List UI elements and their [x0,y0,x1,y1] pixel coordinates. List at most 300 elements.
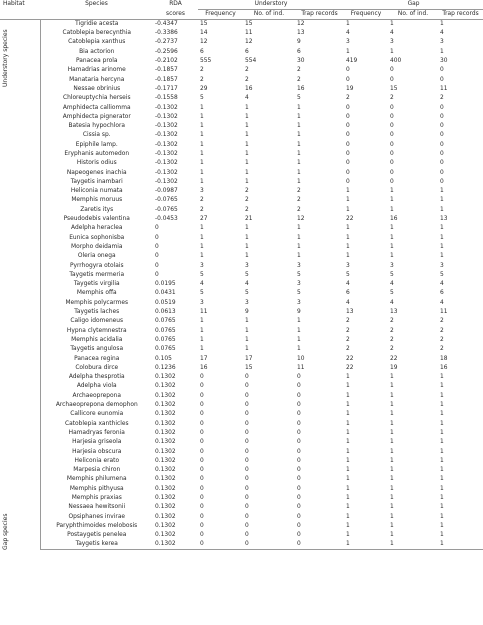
gap-frequency-cell: 1 [346,485,350,492]
rda-score-cell: -0.1302 [155,169,178,176]
species-name-cell: Zaretis itys [80,206,114,213]
rda-score-cell: -0.4347 [155,21,178,27]
gap-frequency-cell: 0 [346,104,350,111]
understory-no-ind-cell: 3 [245,299,249,306]
gap-no-ind-cell: 1 [390,234,394,241]
gap-no-ind-cell: 2 [390,95,394,102]
understory-frequency-cell: 1 [200,113,204,120]
gap-frequency-cell: 22 [346,364,354,371]
table-row [0,475,483,484]
species-name-cell: Tigridie acesta [75,21,119,27]
header-rda-line2: scores [153,10,198,20]
gap-trap-records-cell: 0 [440,151,444,157]
table-row [0,522,483,531]
gap-no-ind-cell: 1 [390,243,394,250]
rda-score-cell: -0.0453 [155,216,178,223]
understory-no-ind-cell: 0 [245,504,249,511]
understory-no-ind-cell: 0 [245,383,249,390]
gap-trap-records-cell: 1 [440,513,444,520]
understory-frequency-cell: 0 [200,420,204,427]
rda-score-cell: 0.1302 [155,374,176,381]
species-name-cell: Historis odius [76,160,117,167]
understory-trap-records-cell: 1 [297,123,301,130]
gap-frequency-cell: 4 [346,281,350,288]
understory-trap-records-cell: 1 [297,318,301,325]
species-name-cell: Panacea regina [74,355,120,362]
rda-score-cell: 0.1302 [155,522,176,529]
rda-score-cell: -0.2102 [155,58,178,65]
understory-no-ind-cell: 0 [245,467,249,474]
understory-no-ind-cell: 16 [245,85,253,92]
species-name-cell: Colobura dirce [75,364,119,371]
understory-no-ind-cell: 15 [245,364,253,371]
gap-no-ind-cell: 1 [390,485,394,492]
rda-score-cell: 0 [155,234,159,241]
header-habitat-spacer [0,10,40,20]
understory-frequency-cell: 0 [200,392,204,399]
understory-trap-records-cell: 2 [297,76,301,83]
species-name-cell: Amphidecta calliomma [62,104,131,111]
gap-trap-records-cell: 0 [440,141,444,148]
understory-frequency-cell: 0 [200,402,204,409]
understory-trap-records-cell: 3 [297,262,301,269]
habitat-label-gap: Gap species [2,513,9,550]
species-name-cell: Cissia sp. [82,132,111,139]
understory-frequency-cell: 0 [200,448,204,455]
gap-no-ind-cell: 5 [390,290,394,297]
header-understory-frequency: Frequency [198,10,243,20]
understory-trap-records-cell: 1 [297,225,301,232]
understory-trap-records-cell: 2 [297,67,301,74]
species-name-cell: Memphis offa [76,290,117,297]
rda-score-cell: 0.1302 [155,494,176,501]
table-row [0,187,483,196]
gap-trap-records-cell: 3 [440,262,444,269]
species-name-cell: Heliconia numata [70,188,123,195]
table-row [0,308,483,317]
gap-trap-records-cell: 30 [440,58,448,65]
understory-no-ind-cell: 6 [245,48,249,55]
table-row [0,447,483,456]
gap-trap-records-cell: 1 [440,420,444,427]
rda-score-cell: 0.1302 [153,540,198,550]
understory-no-ind-cell: 0 [245,457,249,464]
gap-trap-records-cell: 1 [440,411,444,418]
rda-score-cell: 0.0519 [155,299,176,306]
understory-trap-records-cell: 30 [297,58,305,65]
gap-no-ind-cell: 400 [390,58,402,65]
understory-frequency-cell: 1 [200,318,204,325]
species-name-cell: Memphis moruus [71,197,123,204]
understory-no-ind-cell: 0 [245,532,249,539]
understory-trap-records-cell: 5 [297,271,301,278]
gap-no-ind-cell: 2 [390,318,394,325]
gap-frequency-cell: 3 [346,262,350,269]
understory-trap-records-cell: 0 [297,411,301,418]
species-name-cell: Catoblepia berecynthia [62,30,132,37]
gap-no-ind-cell: 1 [390,420,394,427]
understory-no-ind-cell: 0 [245,448,249,455]
understory-frequency-cell: 2 [200,76,204,83]
understory-no-ind-cell: 0 [245,476,249,483]
understory-trap-records-cell: 0 [297,504,301,511]
understory-no-ind-cell: 2 [245,197,249,204]
gap-no-ind-cell: 0 [390,113,394,120]
gap-trap-records-cell: 1 [440,243,444,250]
gap-no-ind-cell: 1 [390,448,394,455]
table-row [0,48,483,57]
species-name-cell: Harjesia griseola [72,439,122,446]
species-name-cell: Epiphile lamp. [75,141,118,148]
table-row [0,401,483,410]
understory-trap-records-cell: 3 [297,299,301,306]
header-habitat: Habitat [3,1,25,7]
gap-trap-records-cell: 0 [440,132,444,139]
gap-no-ind-cell: 0 [390,141,394,148]
understory-trap-records-cell: 0 [297,448,301,455]
gap-frequency-cell: 1 [346,206,350,213]
understory-no-ind-cell: 2 [245,188,249,195]
species-name-cell: Manataria hercyna [69,76,125,83]
understory-trap-records-cell: 0 [297,439,301,446]
table-row [0,252,483,261]
gap-trap-records-cell: 0 [440,123,444,130]
understory-trap-records-cell: 9 [297,39,301,46]
understory-frequency-cell: 5 [200,271,204,278]
understory-trap-records-cell: 13 [297,30,305,37]
understory-frequency-cell: 1 [200,160,204,167]
gap-trap-records-cell: 3 [440,39,444,46]
table-row [0,122,483,131]
gap-trap-records-cell: 2 [440,336,444,343]
gap-no-ind-cell: 2 [390,346,394,353]
gap-frequency-cell: 2 [346,327,350,334]
table-row [0,113,483,122]
understory-no-ind-cell: 554 [245,58,257,65]
table-row [0,38,483,47]
understory-frequency-cell: 3 [200,188,204,195]
gap-no-ind-cell: 5 [390,271,394,278]
understory-no-ind-cell: 0 [245,420,249,427]
understory-frequency-cell: 0 [200,494,204,501]
gap-frequency-cell: 0 [346,132,350,139]
understory-frequency-cell: 1 [200,104,204,111]
rda-score-cell: 0 [155,271,159,278]
understory-no-ind-cell: 4 [245,95,249,102]
header-gap: Gap [344,0,483,10]
gap-no-ind-cell: 0 [390,76,394,83]
understory-frequency-cell: 1 [200,151,204,157]
gap-no-ind-cell: 1 [390,429,394,436]
table-row [0,410,483,419]
understory-trap-records-cell: 0 [297,420,301,427]
gap-no-ind-cell: 1 [390,383,394,390]
gap-frequency-cell: 2 [346,318,350,325]
table-row [0,540,483,550]
gap-no-ind-cell: 4 [390,299,394,306]
gap-trap-records-cell: 1 [440,392,444,399]
table-row [0,429,483,438]
understory-frequency-cell: 1 [200,243,204,250]
species-name-cell: Batesia hypochlora [68,123,126,130]
gap-trap-records-cell: 1 [440,402,444,409]
table-row [0,327,483,336]
gap-trap-records-cell: 6 [440,290,444,297]
gap-frequency-cell: 5 [346,271,350,278]
rda-score-cell: -0.3386 [155,30,178,37]
gap-trap-records-cell: 1 [440,206,444,213]
gap-frequency-cell: 1 [346,467,350,474]
table-row [0,317,483,326]
understory-trap-records-cell: 0 [295,540,344,550]
table-row [0,141,483,150]
understory-no-ind-cell: 1 [245,346,249,353]
table-row [0,392,483,401]
gap-no-ind-cell: 1 [390,188,394,195]
gap-no-ind-cell: 0 [390,123,394,130]
understory-trap-records-cell: 3 [297,281,301,288]
gap-frequency-cell: 1 [346,513,350,520]
rda-score-cell: 0.0195 [155,281,176,288]
gap-trap-records-cell: 1 [440,234,444,241]
understory-trap-records-cell: 10 [297,355,305,362]
understory-frequency-cell: 1 [200,234,204,241]
rda-score-cell: 0.0765 [155,318,176,325]
understory-trap-records-cell: 1 [297,336,301,343]
species-name-cell: Marpesia chiron [73,467,121,474]
gap-frequency-cell: 1 [346,243,350,250]
table-row [0,494,483,503]
gap-trap-records-cell: 18 [440,355,448,362]
understory-trap-records-cell: 1 [297,104,301,111]
rda-score-cell: 0.0765 [155,346,176,353]
rda-score-cell: -0.0765 [155,206,178,213]
rda-score-cell: 0.1302 [155,383,176,390]
gap-trap-records-cell: 2 [440,346,444,353]
species-name-cell: Opsiphanes invirae [68,513,126,520]
understory-trap-records-cell: 0 [297,392,301,399]
understory-no-ind-cell: 0 [243,540,295,550]
gap-frequency-cell: 1 [346,21,350,27]
understory-no-ind-cell: 1 [245,123,249,130]
rda-score-cell: -0.1558 [155,95,178,102]
gap-no-ind-cell: 3 [390,39,394,46]
gap-no-ind-cell: 1 [390,374,394,381]
table-row [0,206,483,215]
species-name-cell: Amphidecta pignerator [62,113,131,120]
gap-no-ind-cell: 0 [390,178,394,185]
gap-trap-records-cell: 1 [440,457,444,464]
table-row [0,131,483,140]
species-name-cell: Harjesia obscura [72,448,122,455]
gap-trap-records-cell: 11 [440,309,448,316]
gap-frequency-cell: 1 [346,476,350,483]
gap-frequency-cell: 0 [346,160,350,167]
understory-trap-records-cell: 2 [297,188,301,195]
understory-no-ind-cell: 2 [245,206,249,213]
understory-frequency-cell: 1 [200,169,204,176]
header-understory-trap-records: Trap records [295,10,344,20]
understory-no-ind-cell: 1 [245,225,249,232]
understory-trap-records-cell: 5 [297,95,301,102]
understory-frequency-cell: 0 [200,485,204,492]
rda-score-cell: 0.0431 [155,290,176,297]
understory-no-ind-cell: 4 [245,281,249,288]
rda-score-cell: -0.0765 [155,197,178,204]
gap-frequency-cell: 1 [346,439,350,446]
understory-trap-records-cell: 11 [297,364,305,371]
rda-score-cell: -0.1302 [155,132,178,139]
table-row [0,234,483,243]
species-name-cell: Callicore eunomia [70,411,124,418]
understory-no-ind-cell: 0 [245,429,249,436]
gap-no-ind-cell: 1 [390,532,394,539]
understory-trap-records-cell: 0 [297,383,301,390]
rda-score-cell: -0.2596 [155,48,178,55]
understory-no-ind-cell: 0 [245,439,249,446]
understory-frequency-cell: 1 [200,327,204,334]
understory-frequency-cell: 1 [200,132,204,139]
gap-frequency-cell: 0 [346,113,350,120]
rda-score-cell: -0.1857 [155,76,178,83]
species-name-cell: Napeogenes inachia [66,169,127,176]
rda-score-cell: 0.0765 [155,327,176,334]
species-name-cell: Catoblepia xanthicles [64,420,129,427]
gap-frequency-cell: 1 [346,504,350,511]
understory-frequency-cell: 15 [200,21,208,27]
species-name-cell: Memphis polycarmes [65,299,129,306]
gap-trap-records-cell: 4 [440,299,444,306]
gap-no-ind-cell: 0 [390,151,394,157]
understory-trap-records-cell: 1 [297,132,301,139]
species-name-cell: Memphis praxias [71,494,122,501]
table-row [0,178,483,187]
rda-score-cell: -0.1302 [155,160,178,167]
understory-no-ind-cell: 1 [245,104,249,111]
gap-trap-records-cell: 0 [440,76,444,83]
table-row [0,85,483,94]
understory-no-ind-cell: 1 [245,132,249,139]
understory-no-ind-cell: 1 [245,141,249,148]
table-row [0,438,483,447]
understory-frequency-cell: 4 [200,281,204,288]
species-name-cell: Nessaea hewitsonii [68,504,126,511]
rda-score-cell: 0.0765 [155,336,176,343]
understory-no-ind-cell: 12 [245,39,253,46]
understory-no-ind-cell: 0 [245,411,249,418]
gap-frequency-cell: 19 [346,85,354,92]
species-name-cell: Hypna clytemnestra [66,327,127,334]
gap-no-ind-cell: 2 [390,327,394,334]
understory-trap-records-cell: 1 [297,253,301,260]
understory-no-ind-cell: 0 [245,374,249,381]
gap-trap-records-cell: 0 [440,160,444,167]
understory-frequency-cell: 0 [200,467,204,474]
gap-frequency-cell: 0 [346,76,350,83]
rda-score-cell: 0.1302 [155,467,176,474]
species-name-cell: Archaeoprepona [72,392,121,399]
understory-no-ind-cell: 0 [245,485,249,492]
table-row [0,503,483,512]
understory-trap-records-cell: 0 [297,457,301,464]
table-row [0,336,483,345]
gap-frequency-cell: 0 [346,67,350,74]
rda-score-cell: 0.1302 [155,485,176,492]
rda-score-cell: -0.2737 [155,39,178,46]
gap-no-ind-cell: 2 [390,336,394,343]
understory-trap-records-cell: 0 [297,513,301,520]
gap-frequency-cell: 1 [346,411,350,418]
gap-frequency-cell: 1 [346,457,350,464]
rda-score-cell: -0.1302 [155,104,178,111]
understory-trap-records-cell: 12 [297,216,305,223]
gap-trap-records-cell: 4 [440,281,444,288]
gap-trap-records-cell: 0 [440,67,444,74]
species-name-cell: Archaeoprepona demophon [55,402,138,409]
species-name-cell: Adelpha viola [76,383,117,390]
understory-trap-records-cell: 0 [297,485,301,492]
gap-no-ind-cell: 1 [390,411,394,418]
species-name-cell: Memphis philumena [66,476,127,483]
gap-frequency-cell: 419 [346,58,358,65]
understory-frequency-cell: 5 [200,95,204,102]
rda-score-cell: 0 [155,253,159,260]
rda-score-cell: -0.0987 [155,188,178,195]
gap-frequency-cell: 1 [346,48,350,55]
gap-trap-records-cell: 1 [440,476,444,483]
understory-frequency-cell: 0 [200,522,204,529]
rda-score-cell: 0.1302 [155,513,176,520]
species-name-cell: Eunica sophonisba [69,234,125,241]
understory-no-ind-cell: 0 [245,494,249,501]
gap-no-ind-cell: 1 [390,402,394,409]
understory-frequency-cell: 16 [200,364,208,371]
understory-no-ind-cell: 5 [245,290,249,297]
understory-no-ind-cell: 1 [245,113,249,120]
understory-trap-records-cell: 16 [297,85,305,92]
rda-score-cell: -0.1302 [155,123,178,130]
gap-frequency-cell: 1 [346,225,350,232]
gap-no-ind-cell: 1 [390,197,394,204]
rda-score-cell: 0.0613 [155,309,176,316]
gap-no-ind-cell: 1 [390,21,394,27]
understory-trap-records-cell: 1 [297,234,301,241]
understory-frequency-cell: 0 [200,513,204,520]
understory-no-ind-cell: 0 [245,513,249,520]
understory-frequency-cell: 1 [200,123,204,130]
understory-trap-records-cell: 0 [297,402,301,409]
table-row [0,20,483,30]
rda-score-cell: 0.1302 [155,439,176,446]
species-name-cell: Pseudodebis valentina [63,216,130,223]
understory-frequency-cell: 1 [200,178,204,185]
species-name-cell: Eryphanis automedon [64,151,130,157]
table-row [0,261,483,270]
rda-score-cell: 0.105 [155,355,172,362]
species-name-cell: Postaygetis penelea [67,532,127,539]
understory-no-ind-cell: 2 [245,67,249,74]
understory-no-ind-cell: 1 [245,178,249,185]
table-row [0,159,483,168]
header-species-spacer [40,10,153,20]
rda-score-cell: -0.1302 [155,151,178,157]
understory-no-ind-cell: 1 [245,151,249,157]
table-row [0,289,483,298]
understory-frequency-cell: 0 [200,439,204,446]
rda-score-cell: 0 [155,243,159,250]
rda-score-cell: 0 [155,262,159,269]
understory-trap-records-cell: 0 [297,494,301,501]
